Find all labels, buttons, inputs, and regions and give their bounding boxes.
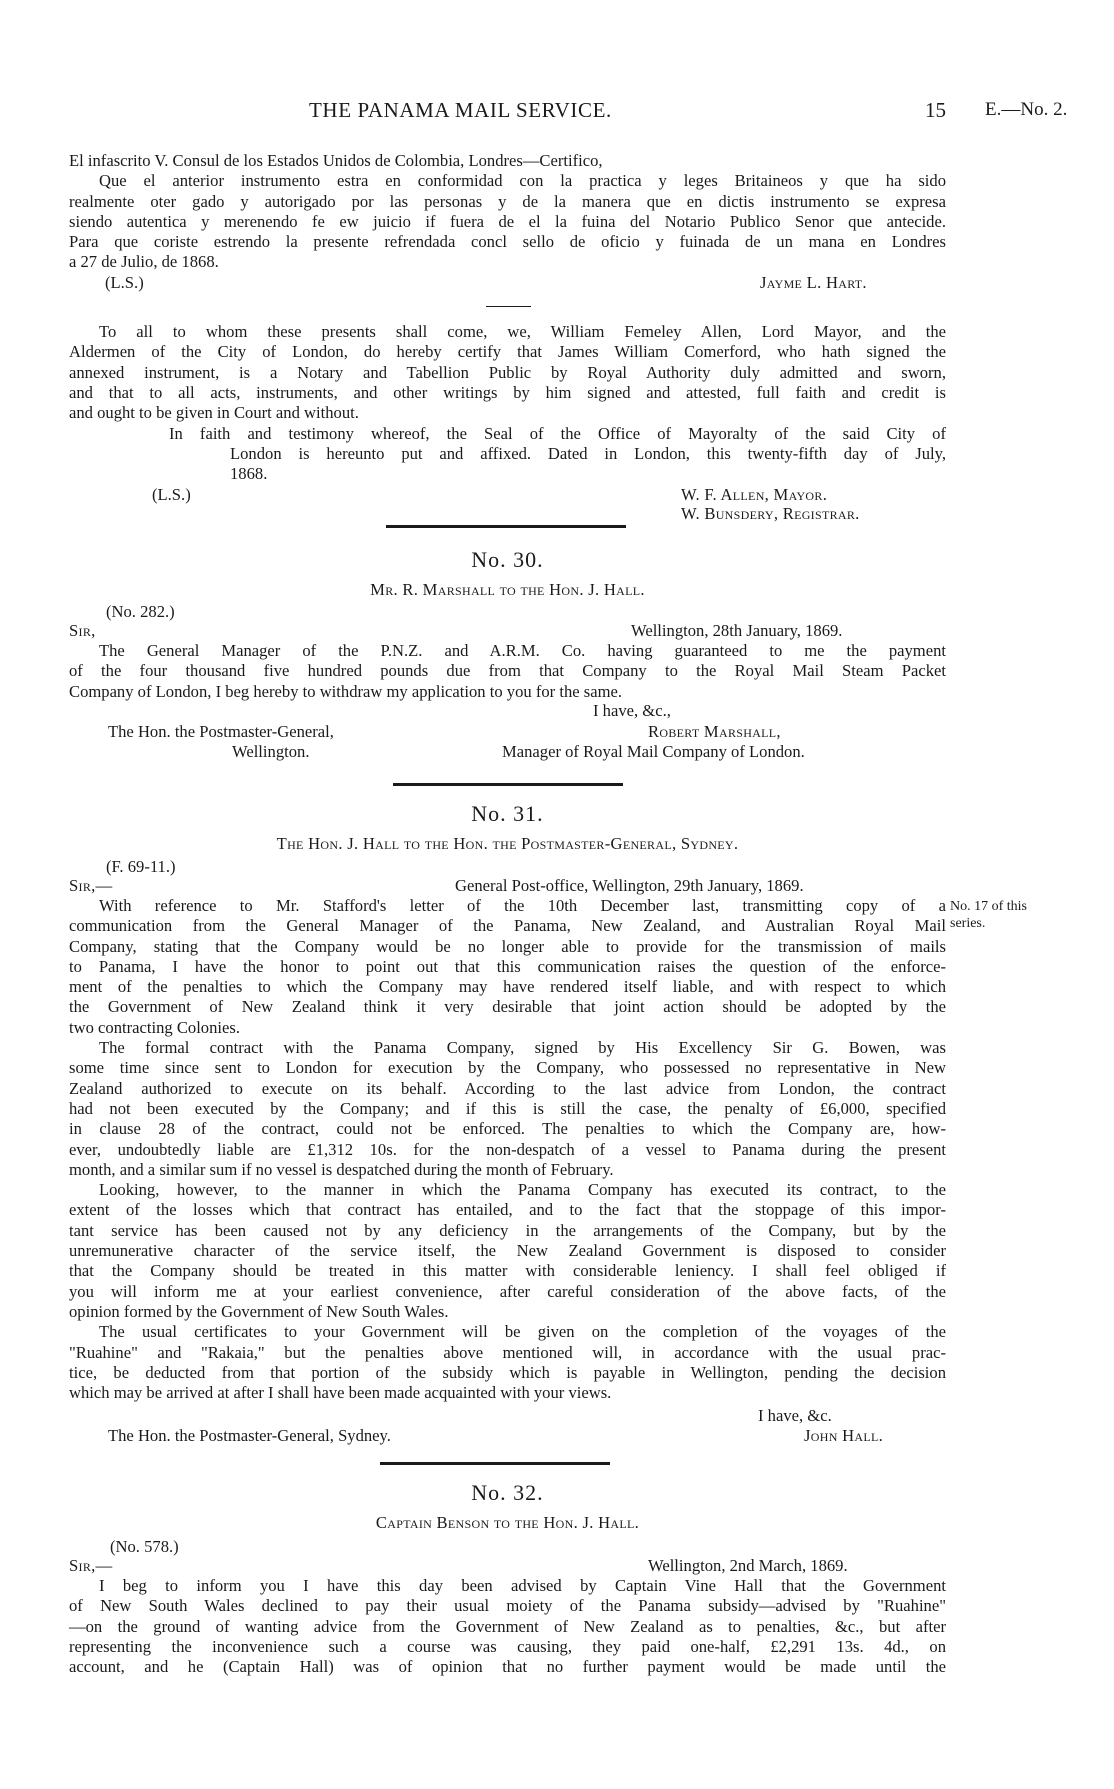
- salutation: Sir,—: [69, 876, 113, 895]
- body-line: Company of London, I beg hereby to withdraw my application to you for the same.: [69, 681, 622, 701]
- body-line: had not been executed by the Company; and if this is still the case, the penalty of £6,000, specified: [69, 1098, 946, 1118]
- document-reference: E.—No. 2.: [985, 99, 1068, 120]
- body-line: to Panama, I have the honor to point out that this communication raises the question of the enforce-: [69, 956, 946, 976]
- consul-cert-line: realmente oter gado y autorigado por las personas y de la manera que en dictis instrumento se expresa: [69, 191, 946, 211]
- mayor-cert-line: and that to all acts, instruments, and other writings by him signed and attested, full faith and credit is: [69, 382, 946, 402]
- letter-heading: No. 31.: [471, 801, 544, 826]
- letter-date: Wellington, 2nd March, 1869.: [648, 1556, 848, 1575]
- body-line: the Government of New Zealand think it very desirable that joint action should be adopted by the: [69, 997, 946, 1017]
- salutation: Sir,—: [69, 1556, 113, 1575]
- letter-subheading: Captain Benson to the Hon. J. Hall.: [375, 1513, 640, 1532]
- body-line: representing the inconvenience such a course was causing, they paid one-half, £2,291 13s. 4d., on: [69, 1636, 946, 1656]
- letter-subheading: The Hon. J. Hall to the Hon. the Postmaster-General, Sydney.: [276, 834, 739, 853]
- paragraph: [69, 1322, 946, 1403]
- body-line: tice, be deducted from that portion of the subsidy which is payable in Wellington, pending the decision: [69, 1362, 946, 1382]
- running-head-title: THE PANAMA MAIL SERVICE.: [309, 98, 612, 122]
- letter-reference: (F. 69-11.): [106, 857, 176, 876]
- body-line: The formal contract with the Panama Company, signed by His Excellency Sir G. Bowen, was: [99, 1038, 946, 1058]
- paragraph: [69, 1038, 946, 1180]
- attestation-line: In faith and testimony whereof, the Seal of the Office of Mayoralty of the said City of: [169, 424, 946, 443]
- body-line: I beg to inform you I have this day been advised by Captain Vine Hall that the Government: [99, 1576, 946, 1595]
- seal-mark: (L.S.): [152, 485, 191, 504]
- consul-cert-line: El infascrito V. Consul de los Estados Unidos de Colombia, Londres—Certifico,: [69, 151, 603, 170]
- mayor-cert-line: Aldermen of the City of London, do hereby certify that James William Comerford, who hath signed the: [69, 342, 946, 362]
- signer-title: Manager of Royal Mail Company of London.: [502, 742, 805, 761]
- paragraph: [69, 1180, 946, 1322]
- body-line: ever, undoubtedly liable are £1,312 10s. for the non-despatch of a vessel to Panama during the present: [69, 1139, 946, 1159]
- letter-closing: I have, &c.: [758, 1406, 832, 1425]
- consul-cert-line: Que el anterior instrumento estra en conformidad con la practica y leges Britaineos y que ha sido: [99, 171, 946, 191]
- margin-note-line: series.: [950, 916, 986, 931]
- letter-closing: I have, &c.,: [593, 701, 671, 720]
- signer-name: Robert Marshall,: [648, 722, 781, 741]
- letter-date: General Post-office, Wellington, 29th January, 1869.: [455, 876, 804, 895]
- body-line: Company, stating that the Company would be no longer able to provide for the transmission of mails: [69, 936, 946, 956]
- body-line: extent of the losses which that contract has entailed, and to the fact that the stoppage of this impor-: [69, 1200, 946, 1220]
- signature: Jayme L. Hart.: [760, 273, 867, 292]
- body-line: With reference to Mr. Stafford's letter of the 10th December last, transmitting copy of a: [99, 896, 946, 915]
- body-line: Looking, however, to the manner in which the Panama Company has executed its contract, to the: [99, 1180, 946, 1200]
- separator-rule: [486, 306, 531, 307]
- body-line: The General Manager of the P.N.Z. and A.R.M. Co. having guaranteed to me the payment: [99, 641, 946, 660]
- signature: W. F. Allen, Mayor.: [681, 485, 828, 504]
- body-line: "Ruahine" and "Rakaia," but the penalties above mentioned will, in accordance with the usual prac-: [69, 1342, 946, 1362]
- addressee: The Hon. the Postmaster-General, Sydney.: [108, 1426, 391, 1445]
- separator-rule: [380, 1462, 610, 1465]
- consul-cert-line: a 27 de Julio, de 1868.: [69, 252, 219, 272]
- attestation-line: London is hereunto put and affixed. Dated in London, this twenty-fifth day of July,: [230, 444, 946, 463]
- letter-body: [69, 641, 946, 702]
- addressee: The Hon. the Postmaster-General,: [108, 722, 334, 741]
- salutation: Sir,: [69, 621, 96, 640]
- body-line: in clause 28 of the contract, could not be enforced. The penalties to which the Company are, how-: [69, 1119, 946, 1139]
- letter-heading: No. 32.: [471, 1480, 544, 1505]
- body-line: ment of the penalties to which the Company may have rendered itself liable, and with respect to which: [69, 977, 946, 997]
- margin-note: [950, 898, 1100, 932]
- body-line: —on the ground of wanting advice from the Government of New Zealand as to penalties, &c., but after: [69, 1616, 946, 1636]
- body-line: communication from the General Manager of the Panama, New Zealand, and Australian Royal Mail: [69, 916, 946, 936]
- mayor-cert-line: and ought to be given in Court and without.: [69, 403, 359, 423]
- body-line: The usual certificates to your Government will be given on the completion of the voyages of the: [99, 1322, 946, 1342]
- addressee: Wellington.: [232, 742, 310, 761]
- body-line: month, and a similar sum if no vessel is despatched during the month of February.: [69, 1159, 614, 1179]
- body-line: you will inform me at your earliest convenience, after careful consideration of the above facts, of the: [69, 1281, 946, 1301]
- mayor-cert-line: To all to whom these presents shall come, we, William Femeley Allen, Lord Mayor, and the: [99, 322, 946, 341]
- separator-rule: [393, 783, 623, 786]
- consul-cert-line: siendo autentica y merenendo fe ew juicio if fuera de el la fuina del Notario Publico Senor que antecide.: [69, 211, 946, 231]
- body-line: tant service has been caused not by any deficiency in the arrangements of the Company, but by the: [69, 1220, 946, 1240]
- mayor-cert-line: annexed instrument, is a Notary and Tabellion Public by Royal Authority duly admitted and sworn,: [69, 362, 946, 382]
- letter-body: [69, 1576, 946, 1677]
- paragraph: [69, 896, 946, 1038]
- body-line: of New South Wales declined to pay their usual moiety of the Panama subsidy—advised by "Ruahine": [69, 1596, 946, 1616]
- signature: W. Bunsdery, Registrar.: [681, 504, 860, 523]
- margin-note-line: No. 17 of this: [950, 899, 1027, 914]
- mayor-certificate: [69, 322, 946, 423]
- letter-body: [69, 896, 946, 1403]
- body-line: Zealand authorized to execute on its behalf. According to the last advice from London, the contract: [69, 1078, 946, 1098]
- consul-cert-line: Para que coriste estrendo la presente refrendada concl sello de oficio y fuinada de un mana en Londres: [69, 232, 946, 252]
- page-number: 15: [925, 98, 946, 122]
- letter-reference: (No. 578.): [110, 1537, 179, 1556]
- body-line: some time since sent to London for execution by the Company, who possessed no representative in New: [69, 1058, 946, 1078]
- seal-mark: (L.S.): [105, 273, 144, 292]
- signer-name: John Hall.: [804, 1426, 884, 1445]
- body-line: that the Company should be treated in this matter with considerable leniency. I shall feel obliged if: [69, 1261, 946, 1281]
- body-line: which may be arrived at after I shall have been made acquainted with your views.: [69, 1383, 612, 1403]
- attestation-line: 1868.: [230, 464, 268, 483]
- letter-date: Wellington, 28th January, 1869.: [631, 621, 843, 640]
- body-line: account, and he (Captain Hall) was of opinion that no further payment would be made until the: [69, 1657, 946, 1677]
- body-line: of the four thousand five hundred pounds due from that Company to the Royal Mail Steam Packet: [69, 661, 946, 681]
- separator-rule: [386, 525, 626, 528]
- body-line: two contracting Colonies.: [69, 1017, 240, 1037]
- consul-certificate: [69, 151, 946, 273]
- letter-reference: (No. 282.): [106, 602, 175, 621]
- letter-heading: No. 30.: [471, 547, 544, 572]
- letter-subheading: Mr. R. Marshall to the Hon. J. Hall.: [370, 580, 645, 599]
- body-line: unremunerative character of the service itself, the New Zealand Government is disposed to consider: [69, 1241, 946, 1261]
- body-line: opinion formed by the Government of New South Wales.: [69, 1301, 449, 1321]
